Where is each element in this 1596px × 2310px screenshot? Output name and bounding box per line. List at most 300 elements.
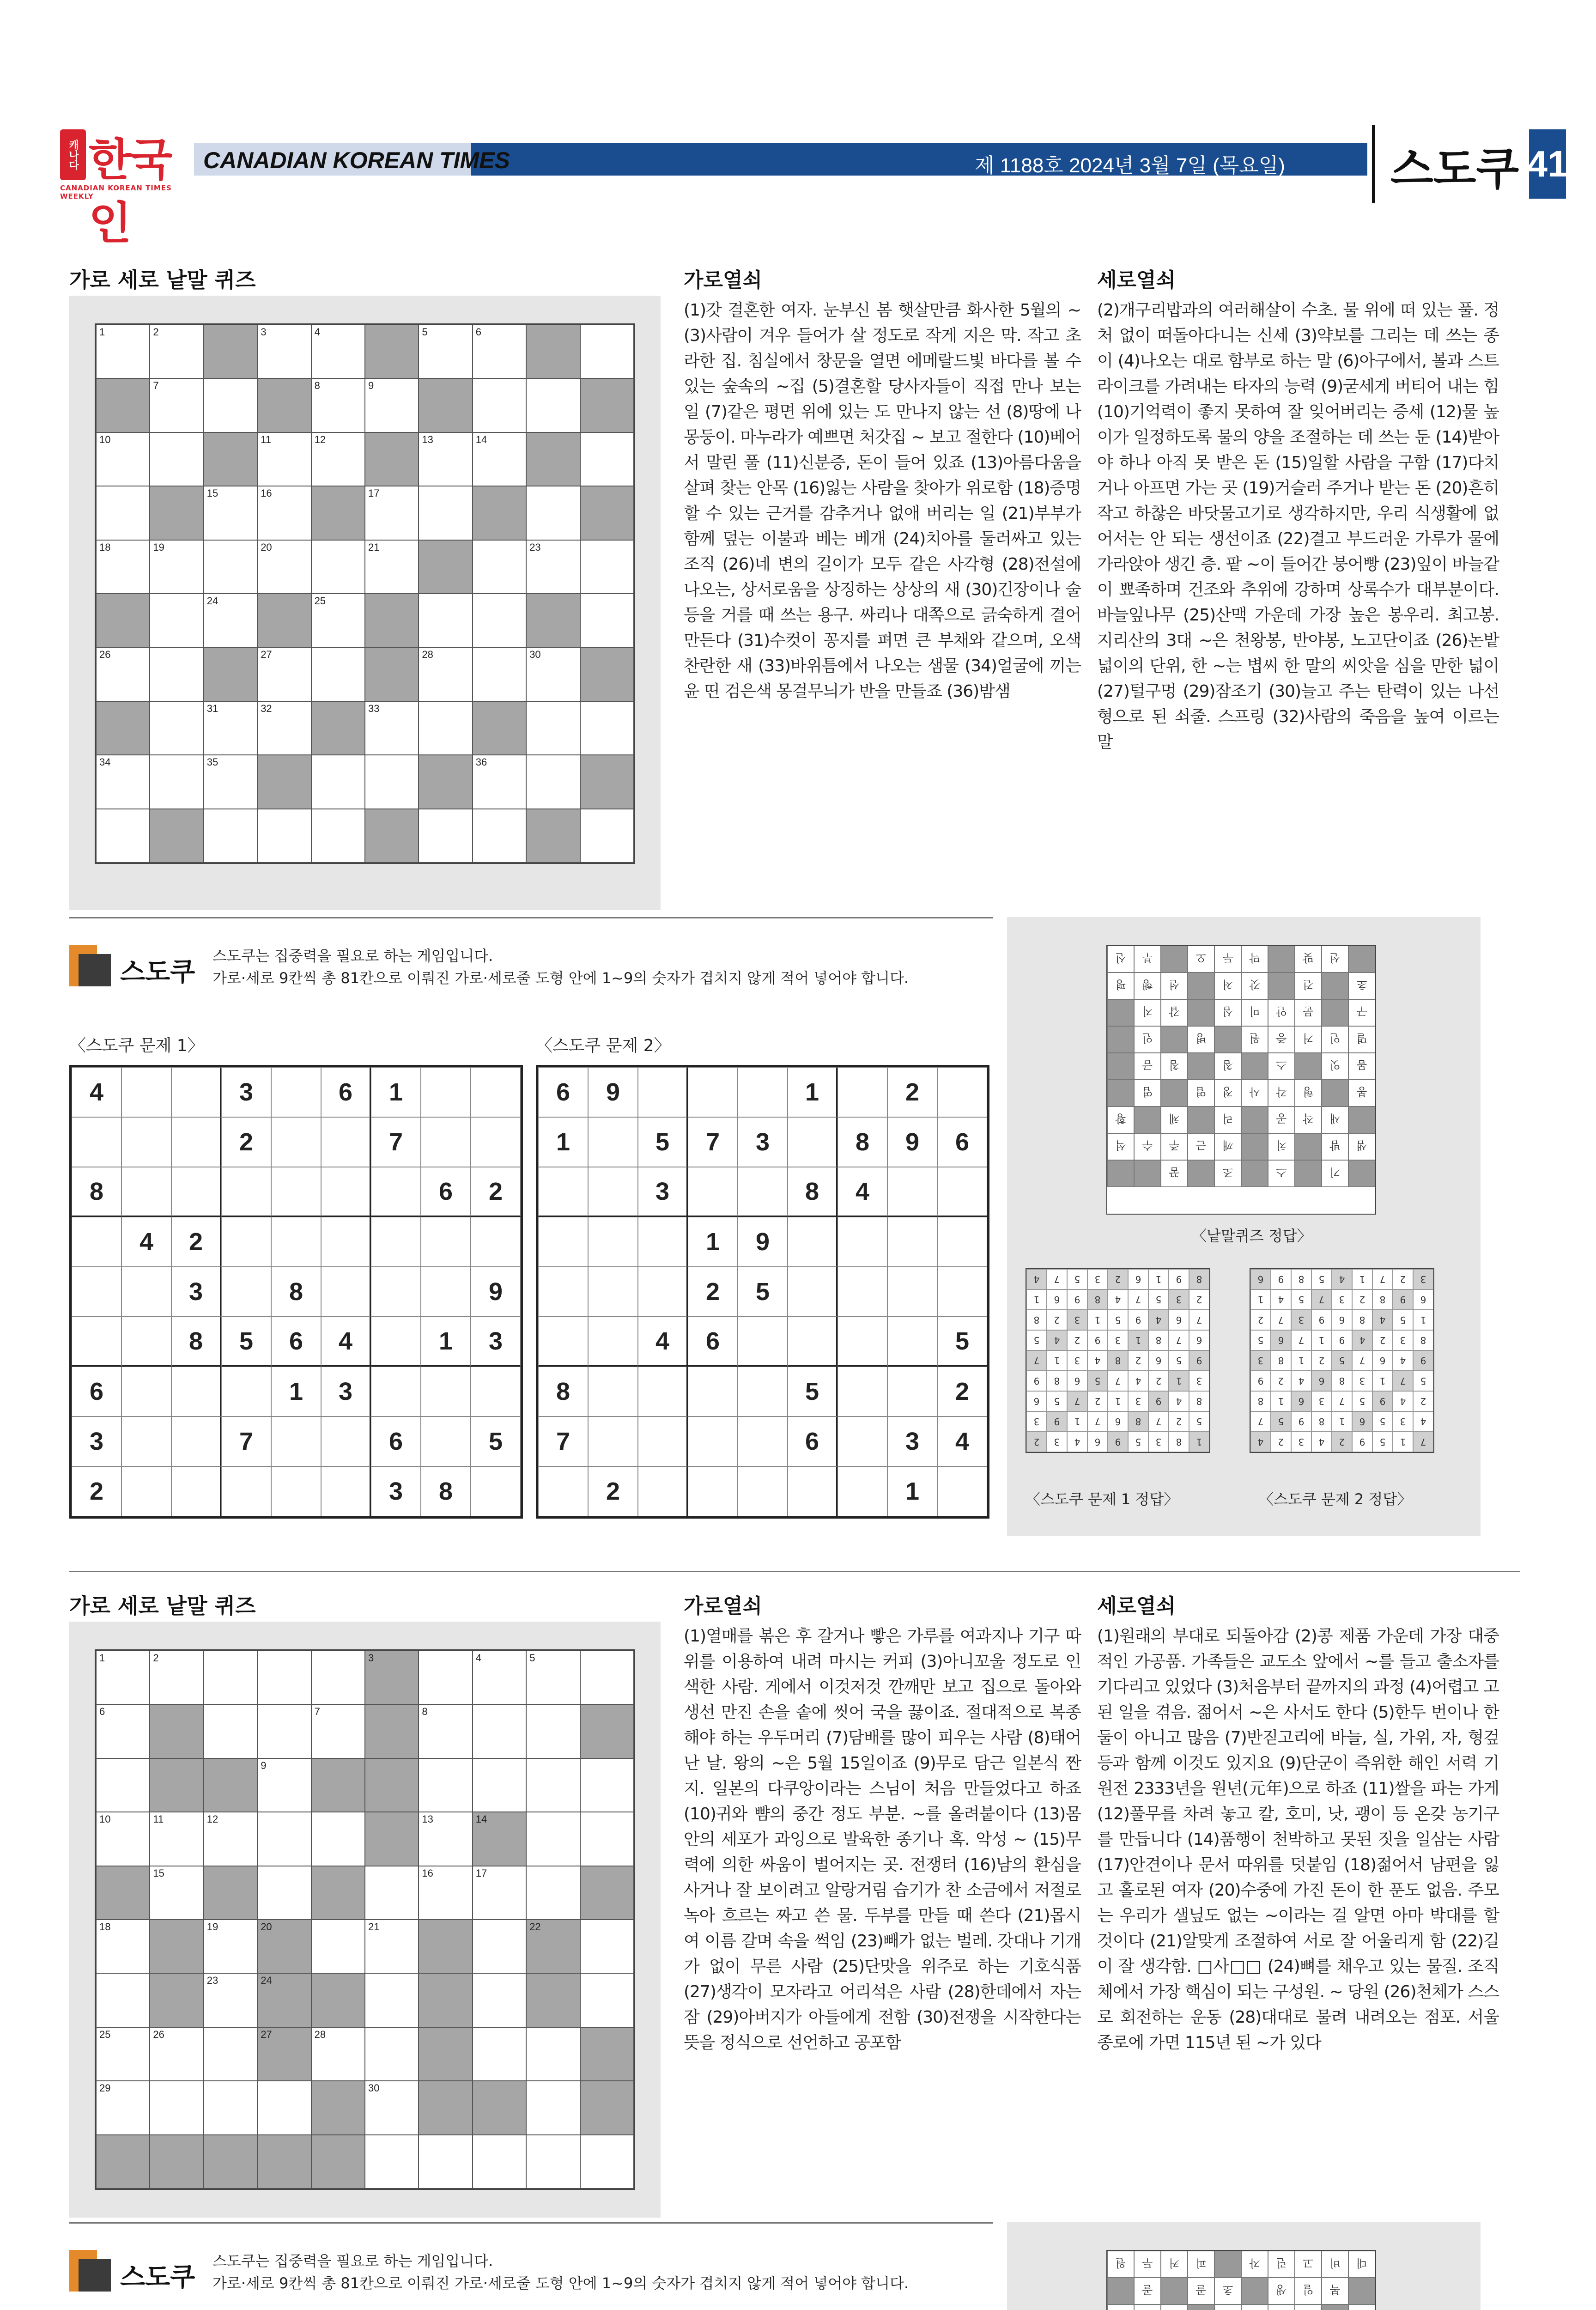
sudoku-empty-cell[interactable] <box>738 1416 788 1466</box>
crossword-cell[interactable] <box>580 540 634 594</box>
crossword-cell[interactable] <box>419 486 472 540</box>
answer-cell: 9 <box>1332 1330 1352 1350</box>
crossword-cell[interactable] <box>473 540 526 594</box>
sudoku-empty-cell[interactable] <box>321 1117 371 1167</box>
sudoku-empty-cell[interactable] <box>321 1466 371 1516</box>
sudoku-empty-cell[interactable] <box>271 1067 321 1117</box>
crossword-cell[interactable] <box>311 2027 365 2081</box>
sudoku-empty-cell[interactable] <box>688 1167 738 1217</box>
crossword-cell[interactable] <box>526 1651 580 1704</box>
answer-cell: 치 <box>1268 1133 1295 1160</box>
sudoku-empty-cell[interactable] <box>221 1367 271 1416</box>
crossword-cell[interactable] <box>150 594 203 647</box>
clue-number: 7 <box>314 1706 320 1718</box>
sudoku-empty-cell[interactable] <box>371 1267 421 1317</box>
crossword-cell[interactable] <box>150 2081 203 2134</box>
sudoku-empty-cell[interactable] <box>588 1367 638 1416</box>
sudoku-empty-cell[interactable] <box>588 1217 638 1267</box>
crossword-cell[interactable] <box>204 540 257 594</box>
sudoku-empty-cell[interactable] <box>837 1367 887 1416</box>
crossword-cell[interactable] <box>96 432 150 486</box>
crossword-cell[interactable] <box>204 2081 257 2134</box>
sudoku-empty-cell[interactable] <box>788 1267 837 1317</box>
crossword-cell[interactable] <box>150 701 203 755</box>
crossword-cell[interactable] <box>311 378 365 432</box>
crossword-cell[interactable] <box>365 486 419 540</box>
crossword-block-cell <box>580 1704 634 1758</box>
crossword-cell[interactable] <box>96 1704 150 1758</box>
crossword-cell[interactable] <box>473 647 526 701</box>
crossword-cell[interactable] <box>473 2135 526 2188</box>
sudoku-empty-cell[interactable] <box>72 1117 121 1167</box>
crossword-cell[interactable] <box>311 809 365 863</box>
sudoku-empty-cell[interactable] <box>887 1167 937 1217</box>
crossword-cell[interactable] <box>257 325 311 378</box>
crossword-cell[interactable] <box>526 1704 580 1758</box>
crossword-block-cell <box>473 1812 526 1866</box>
sudoku-empty-cell[interactable] <box>471 1217 521 1267</box>
crossword-cell[interactable] <box>580 1973 634 2027</box>
sudoku-empty-cell[interactable] <box>271 1167 321 1217</box>
sudoku-empty-cell[interactable] <box>421 1416 471 1466</box>
crossword-block-cell <box>419 2081 472 2134</box>
crossword-cell[interactable] <box>580 594 634 647</box>
crossword-cell[interactable] <box>365 2081 419 2134</box>
sudoku-empty-cell[interactable] <box>371 1367 421 1416</box>
crossword-cell[interactable] <box>580 1758 634 1812</box>
answer-cell <box>1107 2278 1134 2304</box>
sudoku-empty-cell[interactable] <box>937 1067 987 1117</box>
crossword-cell[interactable] <box>580 1920 634 1973</box>
crossword-cell[interactable] <box>96 1920 150 1973</box>
sudoku-empty-cell[interactable] <box>171 1167 221 1217</box>
answer-cell: 6 <box>1067 1371 1087 1391</box>
answer-cell: 인 <box>1134 1026 1161 1053</box>
crossword-cell[interactable] <box>204 1920 257 1973</box>
sudoku-empty-cell[interactable] <box>121 1167 171 1217</box>
answer-cell: 3 <box>1087 1269 1108 1289</box>
sudoku-empty-cell[interactable] <box>837 1416 887 1466</box>
crossword-cell[interactable] <box>419 432 472 486</box>
crossword-cell[interactable] <box>473 809 526 863</box>
answer-cell: 원 <box>1107 2251 1134 2278</box>
crossword-cell[interactable] <box>150 2027 203 2081</box>
sudoku-empty-cell[interactable] <box>887 1267 937 1317</box>
sudoku-empty-cell[interactable] <box>887 1367 937 1416</box>
answer-cell <box>1134 2304 1161 2310</box>
crossword-cell[interactable] <box>580 809 634 863</box>
crossword-cell[interactable] <box>204 378 257 432</box>
sudoku-empty-cell[interactable] <box>171 1367 221 1416</box>
sudoku-section-2 <box>69 2222 1524 2310</box>
crossword-cell[interactable] <box>526 2027 580 2081</box>
sudoku-empty-cell[interactable] <box>371 1167 421 1217</box>
sudoku-empty-cell[interactable] <box>688 1466 738 1516</box>
clue-number: 3 <box>368 1652 374 1664</box>
sudoku-empty-cell[interactable] <box>221 1267 271 1317</box>
crossword-cell[interactable] <box>204 1812 257 1866</box>
clue-number: 19 <box>153 541 164 553</box>
sudoku-empty-cell[interactable] <box>121 1067 171 1117</box>
crossword-cell[interactable] <box>419 2135 472 2188</box>
crossword-cell[interactable] <box>580 1812 634 1866</box>
crossword-cell[interactable] <box>526 755 580 808</box>
crossword-block-cell <box>150 1758 203 1812</box>
crossword-cell[interactable] <box>580 701 634 755</box>
crossword-cell[interactable] <box>526 1812 580 1866</box>
sudoku-empty-cell[interactable] <box>121 1367 171 1416</box>
sudoku-empty-cell[interactable] <box>937 1267 987 1317</box>
sudoku-empty-cell[interactable] <box>271 1466 321 1516</box>
sudoku-empty-cell[interactable] <box>638 1267 688 1317</box>
answer-cell: 4 <box>1148 1310 1169 1330</box>
sudoku-empty-cell[interactable] <box>837 1067 887 1117</box>
crossword-block-cell <box>580 1866 634 1920</box>
crossword-cell[interactable] <box>150 378 203 432</box>
answer-cell <box>1241 1160 1268 1187</box>
crossword-cell[interactable] <box>150 755 203 808</box>
crossword-cell[interactable] <box>473 1920 526 1973</box>
sudoku-empty-cell[interactable] <box>271 1217 321 1267</box>
crossword-cell[interactable] <box>365 1920 419 1973</box>
crossword-cell[interactable] <box>257 809 311 863</box>
answer-cell <box>1322 1080 1348 1106</box>
clue-number: 15 <box>153 1867 164 1879</box>
sudoku-empty-cell[interactable] <box>937 1217 987 1267</box>
answer-cell: 두 <box>1214 946 1241 973</box>
sudoku-empty-cell[interactable] <box>688 1367 738 1416</box>
sudoku-label-2: 〈스도쿠 문제 2〉 <box>536 1036 671 1055</box>
sudoku-empty-cell[interactable] <box>638 1416 688 1466</box>
crossword-cell[interactable] <box>311 1651 365 1704</box>
crossword-cell[interactable] <box>311 1920 365 1973</box>
sudoku-empty-cell[interactable] <box>788 1117 837 1167</box>
answer-cell: 9 <box>1189 1350 1209 1371</box>
crossword-cell[interactable] <box>311 647 365 701</box>
sudoku-empty-cell[interactable] <box>321 1217 371 1267</box>
answer-cell: 5 <box>1047 1391 1067 1411</box>
crossword-cell[interactable] <box>257 1812 311 1866</box>
crossword-cell[interactable] <box>150 540 203 594</box>
sudoku-empty-cell[interactable] <box>471 1367 521 1416</box>
sudoku-empty-cell[interactable] <box>788 1466 837 1516</box>
crossword-block-cell <box>419 378 472 432</box>
crossword-cell[interactable] <box>526 486 580 540</box>
sudoku-given-cell: 4 <box>121 1217 171 1267</box>
crossword-cell[interactable] <box>526 1866 580 1920</box>
answer-cell: 9 <box>1108 1432 1128 1452</box>
sudoku-empty-cell[interactable] <box>171 1067 221 1117</box>
crossword-cell[interactable] <box>204 755 257 808</box>
sudoku-given-cell: 3 <box>738 1117 788 1167</box>
crossword-cell[interactable] <box>204 1651 257 1704</box>
answer-cell: 조 <box>1214 1160 1241 1187</box>
crossword-cell[interactable] <box>311 325 365 378</box>
crossword-cell[interactable] <box>365 540 419 594</box>
clue-number: 25 <box>99 2028 111 2040</box>
crossword-cell[interactable] <box>204 1704 257 1758</box>
crossword-cell[interactable] <box>257 1758 311 1812</box>
crossword-cell[interactable] <box>365 701 419 755</box>
sudoku-empty-cell[interactable] <box>271 1117 321 1167</box>
sudoku-empty-cell[interactable] <box>738 1167 788 1217</box>
paper-name: CANADIAN KOREAN TIMES <box>203 147 510 173</box>
sudoku-empty-cell[interactable] <box>588 1117 638 1167</box>
sudoku-empty-cell[interactable] <box>421 1117 471 1167</box>
crossword-cell[interactable] <box>526 2081 580 2134</box>
crossword-block-cell <box>311 1866 365 1920</box>
crossword-cell[interactable] <box>204 1973 257 2027</box>
sudoku-empty-cell[interactable] <box>471 1067 521 1117</box>
crossword-cell[interactable] <box>311 755 365 808</box>
answer-cell: 1 <box>1271 1391 1291 1411</box>
sudoku-empty-cell[interactable] <box>538 1466 588 1516</box>
crossword-cell[interactable] <box>311 540 365 594</box>
crossword-cell[interactable] <box>526 1758 580 1812</box>
answer-cell <box>1188 973 1214 999</box>
across-title: 가로열쇠 <box>684 268 763 292</box>
crossword-cell[interactable] <box>473 594 526 647</box>
crossword-cell[interactable] <box>580 2135 634 2188</box>
crossword-cell[interactable] <box>96 1651 150 1704</box>
sudoku-empty-cell[interactable] <box>171 1416 221 1466</box>
crossword-block-cell <box>526 594 580 647</box>
answer-cell: 엽 <box>1134 1080 1161 1106</box>
sudoku-given-cell: 8 <box>72 1167 121 1217</box>
sudoku-empty-cell[interactable] <box>271 1416 321 1466</box>
answer-cell: 7 <box>1250 1411 1271 1432</box>
crossword-cell[interactable] <box>419 325 472 378</box>
answer-cell: 2 <box>1087 1391 1108 1411</box>
answer-cell <box>1241 1053 1268 1080</box>
sudoku-empty-cell[interactable] <box>837 1317 887 1367</box>
crossword-cell[interactable] <box>473 432 526 486</box>
crossword-cell[interactable] <box>150 1651 203 1704</box>
crossword-cell[interactable] <box>204 809 257 863</box>
crossword-cell[interactable] <box>526 378 580 432</box>
crossword-cell[interactable] <box>526 647 580 701</box>
crossword-cell[interactable] <box>257 432 311 486</box>
crossword-cell[interactable] <box>473 1758 526 1812</box>
answer-cell: 5 <box>1250 1330 1271 1350</box>
crossword-cell[interactable] <box>311 594 365 647</box>
sudoku-empty-cell[interactable] <box>371 1217 421 1267</box>
crossword-cell[interactable] <box>473 1866 526 1920</box>
crossword-cell[interactable] <box>150 432 203 486</box>
crossword-cell[interactable] <box>204 2027 257 2081</box>
crossword-cell[interactable] <box>150 325 203 378</box>
sudoku-empty-cell[interactable] <box>221 1217 271 1267</box>
answer-cell <box>1241 1106 1268 1133</box>
crossword-cell[interactable] <box>580 432 634 486</box>
sudoku-empty-cell[interactable] <box>788 1317 837 1367</box>
sudoku-empty-cell[interactable] <box>588 1167 638 1217</box>
sudoku-empty-cell[interactable] <box>121 1317 171 1367</box>
sudoku-empty-cell[interactable] <box>837 1466 887 1516</box>
sudoku-empty-cell[interactable] <box>738 1067 788 1117</box>
sudoku-empty-cell[interactable] <box>471 1466 521 1516</box>
sudoku-empty-cell[interactable] <box>638 1067 688 1117</box>
sudoku-empty-cell[interactable] <box>171 1117 221 1167</box>
crossword-cell[interactable] <box>96 2027 150 2081</box>
sudoku-empty-cell[interactable] <box>421 1067 471 1117</box>
sudoku-empty-cell[interactable] <box>321 1416 371 1466</box>
crossword-cell[interactable] <box>96 755 150 808</box>
sudoku-empty-cell[interactable] <box>471 1117 521 1167</box>
sudoku-empty-cell[interactable] <box>937 1167 987 1217</box>
crossword-cell[interactable] <box>419 1651 472 1704</box>
crossword-cell[interactable] <box>473 378 526 432</box>
sudoku-empty-cell[interactable] <box>72 1217 121 1267</box>
crossword-cell[interactable] <box>150 1866 203 1920</box>
crossword-cell[interactable] <box>365 2027 419 2081</box>
crossword-block-cell <box>365 1704 419 1758</box>
answer-cell: 7 <box>1271 1310 1291 1330</box>
sudoku-empty-cell[interactable] <box>121 1416 171 1466</box>
sudoku-empty-cell[interactable] <box>738 1317 788 1367</box>
crossword-cell[interactable] <box>419 1866 472 1920</box>
sudoku-empty-cell[interactable] <box>588 1416 638 1466</box>
sudoku-empty-cell[interactable] <box>421 1217 471 1267</box>
crossword-cell[interactable] <box>150 647 203 701</box>
answer-cell: 4 <box>1352 1330 1372 1350</box>
crossword-cell[interactable] <box>257 1866 311 1920</box>
crossword-cell[interactable] <box>257 2081 311 2134</box>
crossword-cell[interactable] <box>96 486 150 540</box>
sudoku-empty-cell[interactable] <box>371 1317 421 1367</box>
sudoku-empty-cell[interactable] <box>421 1367 471 1416</box>
crossword-cell[interactable] <box>257 540 311 594</box>
sudoku-given-cell: 8 <box>837 1117 887 1167</box>
sudoku-empty-cell[interactable] <box>588 1267 638 1317</box>
crossword-section-1 <box>69 263 1524 919</box>
crossword-cell[interactable] <box>473 1651 526 1704</box>
crossword-cell[interactable] <box>96 1973 150 2027</box>
answer-cell <box>1295 2304 1322 2310</box>
crossword-cell[interactable] <box>365 1973 419 2027</box>
answer-cell: 행 <box>1134 973 1161 999</box>
crossword-cell[interactable] <box>473 755 526 808</box>
crossword-cell[interactable] <box>257 1651 311 1704</box>
crossword-cell[interactable] <box>365 755 419 808</box>
crossword-cell[interactable] <box>96 540 150 594</box>
sudoku-empty-cell[interactable] <box>837 1267 887 1317</box>
sudoku-empty-cell[interactable] <box>221 1466 271 1516</box>
crossword-cell[interactable] <box>526 540 580 594</box>
crossword-cell[interactable] <box>365 1866 419 1920</box>
crossword-cell[interactable] <box>526 2135 580 2188</box>
sudoku-empty-cell[interactable] <box>688 1067 738 1117</box>
crossword-cell[interactable] <box>419 647 472 701</box>
sudoku-empty-cell[interactable] <box>638 1367 688 1416</box>
sudoku-empty-cell[interactable] <box>738 1466 788 1516</box>
crossword-cell[interactable] <box>473 325 526 378</box>
sudoku-empty-cell[interactable] <box>72 1317 121 1367</box>
sudoku-given-cell: 6 <box>538 1067 588 1117</box>
crossword-cell[interactable] <box>257 701 311 755</box>
sudoku-empty-cell[interactable] <box>538 1217 588 1267</box>
answer-cell: 커 <box>1161 2251 1188 2278</box>
crossword-cell[interactable] <box>419 1704 472 1758</box>
crossword-cell[interactable] <box>419 1758 472 1812</box>
crossword-cell[interactable] <box>473 2027 526 2081</box>
crossword-cell[interactable] <box>526 701 580 755</box>
sudoku-empty-cell[interactable] <box>937 1466 987 1516</box>
crossword-cell[interactable] <box>204 486 257 540</box>
crossword-cell[interactable] <box>96 2081 150 2134</box>
answer-cell: 6 <box>1250 1269 1271 1289</box>
crossword-cell[interactable] <box>419 701 472 755</box>
crossword-cell[interactable] <box>419 594 472 647</box>
crossword-cell[interactable] <box>365 2135 419 2188</box>
sudoku-empty-cell[interactable] <box>121 1267 171 1317</box>
crossword-cell[interactable] <box>204 594 257 647</box>
crossword-cell[interactable] <box>96 325 150 378</box>
crossword-cell[interactable] <box>257 647 311 701</box>
sudoku-empty-cell[interactable] <box>171 1466 221 1516</box>
answer-cell: 1 <box>1332 1411 1352 1432</box>
sudoku-empty-cell[interactable] <box>538 1167 588 1217</box>
crossword-cell[interactable] <box>311 432 365 486</box>
sudoku-empty-cell[interactable] <box>887 1317 937 1367</box>
sudoku-empty-cell[interactable] <box>421 1267 471 1317</box>
crossword-cell[interactable] <box>419 1812 472 1866</box>
answer-cell: 3 <box>1169 1289 1189 1310</box>
sudoku-empty-cell[interactable] <box>588 1317 638 1367</box>
sudoku-empty-cell[interactable] <box>788 1217 837 1267</box>
crossword-block-cell <box>473 486 526 540</box>
crossword-cell[interactable] <box>257 486 311 540</box>
answer-cell: 정 <box>1214 1080 1241 1106</box>
sudoku-empty-cell[interactable] <box>837 1217 887 1267</box>
sudoku-empty-cell[interactable] <box>638 1466 688 1516</box>
sudoku-empty-cell[interactable] <box>638 1217 688 1267</box>
crossword-cell[interactable] <box>580 1651 634 1704</box>
crossword-cell[interactable] <box>365 378 419 432</box>
sudoku-given-cell: 1 <box>788 1067 837 1117</box>
crossword-cell[interactable] <box>311 1704 365 1758</box>
answer-cell: 4 <box>1311 1432 1332 1452</box>
crossword-cell[interactable] <box>150 1812 203 1866</box>
crossword-cell[interactable] <box>96 1812 150 1866</box>
sudoku-label-1: 〈스도쿠 문제 1〉 <box>69 1036 204 1055</box>
sudoku-empty-cell[interactable] <box>887 1217 937 1267</box>
crossword-cell[interactable] <box>419 809 472 863</box>
sudoku-empty-cell[interactable] <box>321 1267 371 1317</box>
sudoku-empty-cell[interactable] <box>121 1466 171 1516</box>
crossword-cell[interactable] <box>96 647 150 701</box>
crossword-cell[interactable] <box>473 1704 526 1758</box>
sudoku-empty-cell[interactable] <box>688 1416 738 1466</box>
sudoku-empty-cell[interactable] <box>221 1167 271 1217</box>
crossword-cell[interactable] <box>580 325 634 378</box>
crossword-cell[interactable] <box>96 809 150 863</box>
sudoku-empty-cell[interactable] <box>121 1117 171 1167</box>
sudoku-empty-cell[interactable] <box>321 1167 371 1217</box>
sudoku-empty-cell[interactable] <box>738 1367 788 1416</box>
clue-number: 17 <box>475 1867 487 1879</box>
sudoku-empty-cell[interactable] <box>72 1267 121 1317</box>
crossword-cell[interactable] <box>473 1973 526 2027</box>
sudoku-empty-cell[interactable] <box>538 1267 588 1317</box>
sudoku-given-cell: 7 <box>371 1117 421 1167</box>
down-text: (2)개구리밥과의 여러해살이 수초. 물 위에 떠 있는 풀. 정처 없이 떠돌아다니는 신세 (3)약보를 그리는 데 쓰는 종이 (4)나오는 대로 함부로 하는 말 (6)아구에서, 볼과 스트라이크를 가려내는 타자의 능력 (9)굳세게 버티어 내는 힘 (10)기억력이 좋지 못하여 잘 잊어버리는 증세 (12)물 높이가 일정하도록 물의 양을 조절하는 데 쓰는 둔 (14)받아야 하나 아직 못 받은 돈 (15)일할 사람을 구함 (17)다치거나 아프면 가는 곳 (19)거슬러 주거나 받는 돈 (20)흔히 작고 하찮은 바닷물고기로 생각하지만, 우리 식생활에 없어서는 안 되는 생선이죠 (22)결고 부드러운 가루가 물에 가라앉아 생긴 층. 팥 ~이 들어간 붕어빵 (23)잎이 바늘같이 뾰족하며 건조와 추위에 강하며 상록수가 대부분이다. 바늘잎나무 (25)산맥 가운데 가장 높은 봉우리. 최고봉. 지리산의 3대 ~은 천왕봉, 반야봉, 노고단이죠 (26)논밭 넓이의 단위, 한 ~는 볍씨 한 말의 씨앗을 심을 만한 넓이 (27)털구멍 (29)잠조기 (30)늘고 주는 탄력이 있는 나선형으로 된 쇠줄. 스프링 (32)사람의 죽음을 높여 이르는 말 <box>1097 301 1499 752</box>
sudoku-empty-cell[interactable] <box>538 1317 588 1367</box>
crossword-cell[interactable] <box>204 701 257 755</box>
crossword-cell[interactable] <box>96 1758 150 1812</box>
crossword-cell[interactable] <box>311 1812 365 1866</box>
crossword-cell[interactable] <box>257 1704 311 1758</box>
